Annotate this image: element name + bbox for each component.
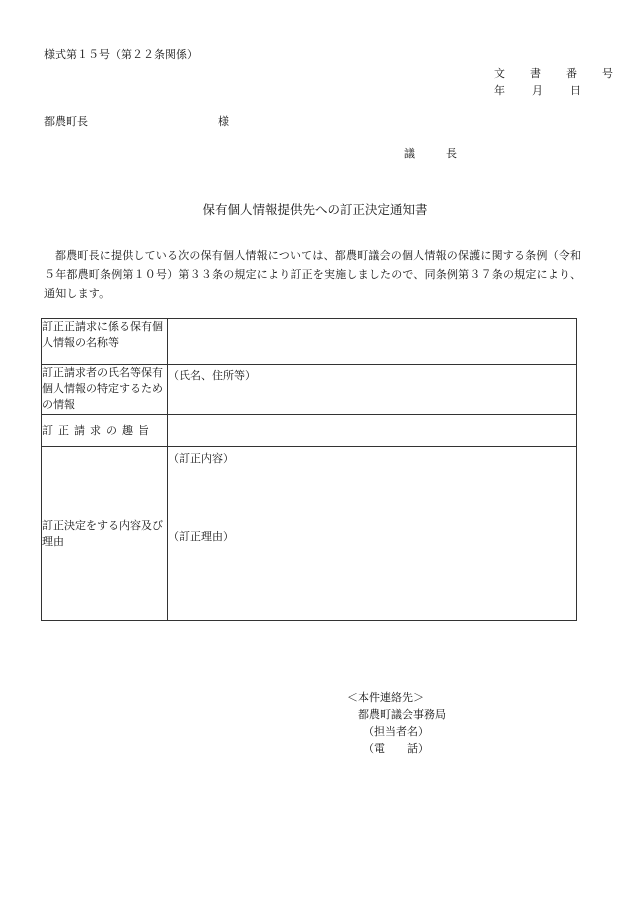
contact-person: （担当者名） <box>363 725 429 738</box>
request-purpose-value <box>168 415 577 447</box>
document-body: 都農町長に提供している次の保有個人情報については、都農町議会の個人情報の保護に関する条例（令和５年都農町条例第１０号）第３３条の規定により訂正を実施しましたので、同条例第３７条の規定により、通知します。 <box>44 249 582 300</box>
addressee-honorific: 様 <box>218 115 229 128</box>
date-day: 日 <box>570 84 581 97</box>
date-year: 年 <box>494 84 505 97</box>
decision-content-label: 訂正決定をする内容及び理由 <box>42 447 168 621</box>
info-name-value <box>168 319 577 365</box>
table-row <box>42 365 577 415</box>
request-purpose-label: 訂正請求の趣旨 <box>42 415 168 447</box>
document-title: 保有個人情報提供先への訂正決定通知書 <box>202 202 428 217</box>
sender-title: 議 長 <box>404 147 467 160</box>
contact-block <box>347 689 446 757</box>
table-row <box>42 319 577 365</box>
form-number: 様式第１５号（第２２条関係） <box>44 48 198 61</box>
correction-details-table <box>41 318 577 621</box>
decision-content-value <box>168 447 577 621</box>
date-line <box>494 82 620 99</box>
info-name-label: 訂正正請求に係る保有個人情報の名称等 <box>42 319 168 365</box>
document-number-label: 文 書 番 号 <box>494 67 620 80</box>
document-number-block <box>494 65 620 99</box>
date-month: 月 <box>532 84 543 97</box>
table-row <box>42 415 577 447</box>
contact-heading: ＜本件連絡先＞ <box>347 691 424 704</box>
requester-info-value: （氏名、住所等） <box>168 365 577 415</box>
correction-reason-label: （訂正理由） <box>168 530 234 543</box>
correction-content-label: （訂正内容） <box>168 452 234 465</box>
contact-phone: （電 話） <box>363 742 429 755</box>
contact-office: 都農町議会事務局 <box>358 708 446 721</box>
table-row <box>42 447 577 621</box>
addressee-name: 都農町長 <box>44 115 88 128</box>
requester-info-label: 訂正請求者の氏名等保有個人情報の特定するための情報 <box>42 365 168 415</box>
